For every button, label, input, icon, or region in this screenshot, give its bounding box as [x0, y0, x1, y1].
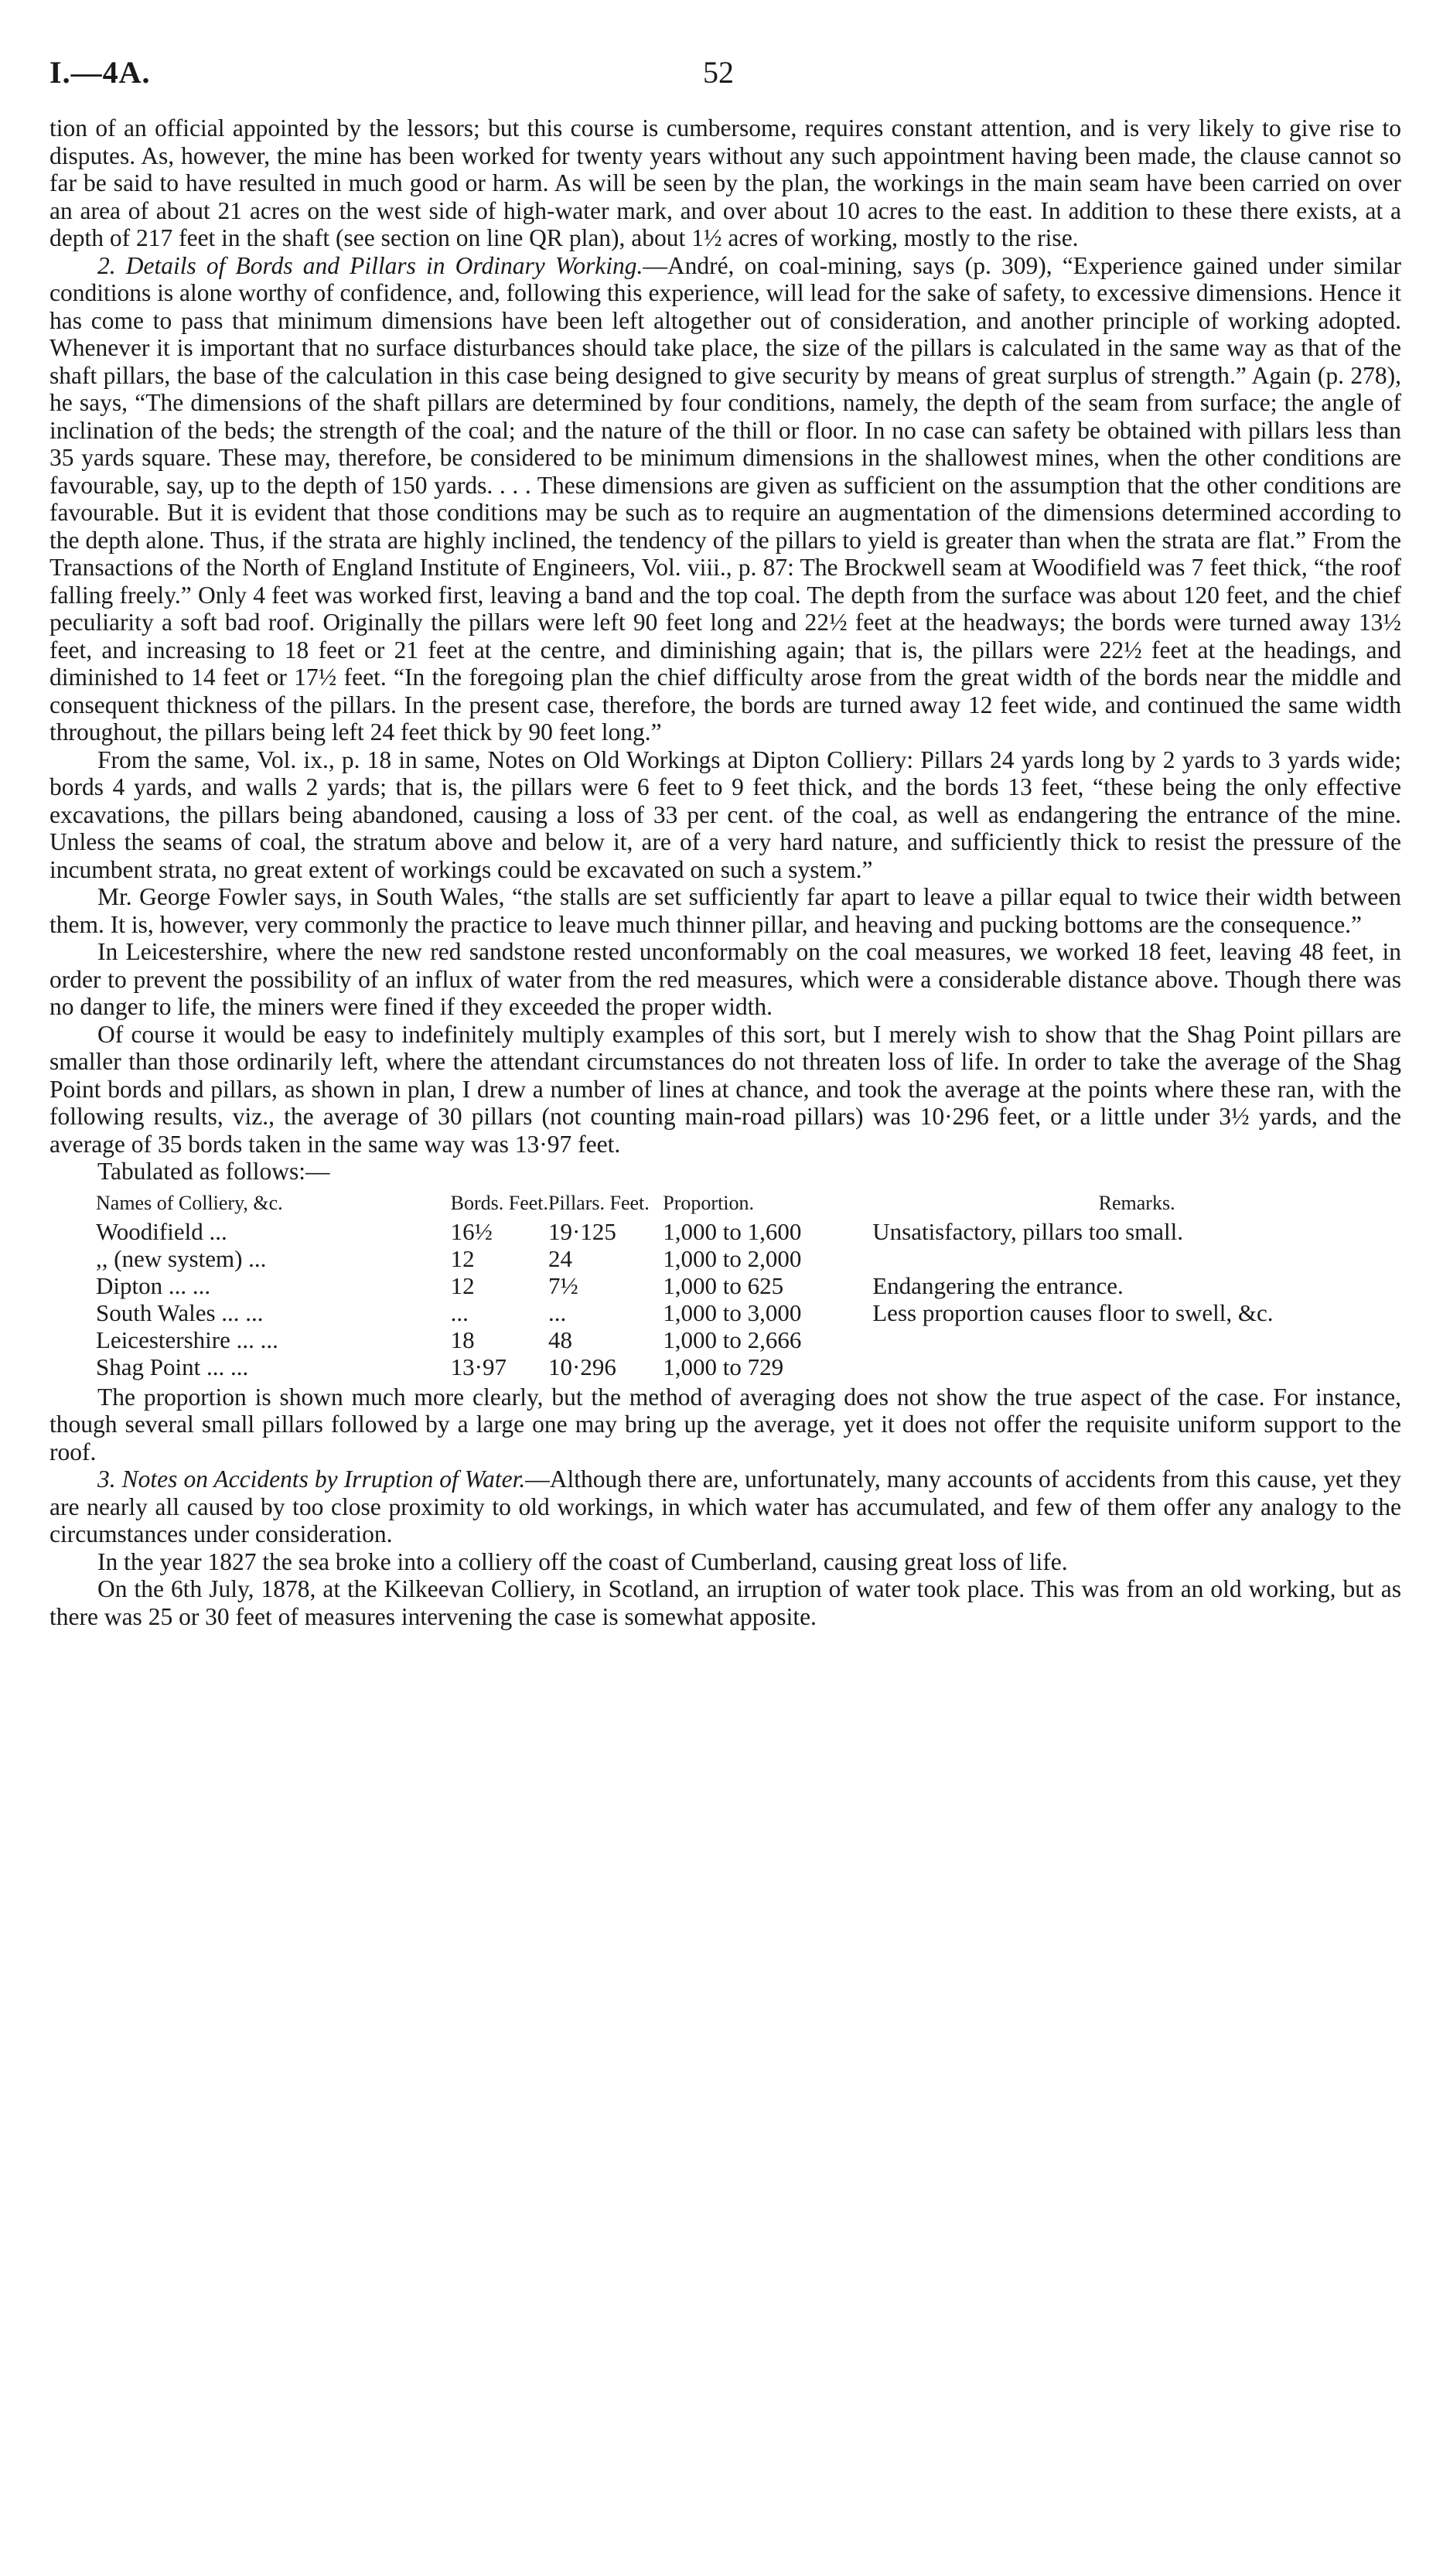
paragraph-2-text: —André, on coal-mining, says (p. 309), “Experience gained under similar conditions is alone worthy of confidence, and, following this experience, will lead for the sake of safety, to excessive dimensions. Hence it has come to pass that minimum dimensions have been left altogether out of consideration, and another principle of working adopted. Whenever it is important that no surface disturbances should take place, the size of the pillars is calculated in the same way as that of the shaft pillars, the base of the calculation in this case being designed to give security by means of great surplus of strength.” Again (p. 278), he says, “The dimensions of the shaft pillars are determined by four conditions, namely, the depth of the seam from surface; the angle of inclination of the beds; the strength of the coal; and the nature of the thill or floor. In no case can safety be obtained with pillars less than 35 yards square. These may, therefore, be considered to be minimum dimensions in the shallowest mines, when the other conditions are favourable, say, up to the depth of 150 yards. . . . These dimensions are given as sufficient on the assumption that the other conditions are favourable. But it is evident that those conditions may be such as to require an augmentation of the dimensions determined according to the depth alone. Thus, if the strata are highly inclined, the tendency of the pillars to yield is greater than when the strata are flat.” From the Transactions of the North of England Institute of Engineers, Vol. viii., p. 87: The Brockwell seam at Woodifield was 7 feet thick, “the roof falling freely.” Only 4 feet was worked first, leaving a band and the top coal. The depth from the surface was about 120 feet, and the chief peculiarity a soft bad roof. Originally the pillars were left 90 feet long and 22½ feet at the headways; the bords were turned away 13½ feet, and increasing to 18 feet or 21 feet at the centre, and diminishing again; that is, the pillars were 22½ feet at the headings, and diminished to 14 feet or 17½ feet. “In the foregoing plan the chief difficulty arose from the great width of the bords near the middle and consequent thickness of the pillars. In the present case, therefore, the bords are turned away 12 feet wide, and continued the same width throughout, the pillars being left 24 feet thick by 90 feet long.” [49, 251, 1401, 746]
table-cell: 1,000 to 2,000 [663, 1244, 802, 1272]
table-cell: 16½ [450, 1217, 493, 1245]
table-row [49, 1326, 1401, 1353]
page-number: 52 [703, 55, 734, 90]
table-cell: Endangering the entrance. [872, 1271, 1124, 1299]
paragraph-11: On the 6th July, 1878, at the Kilkeevan Colliery, in Scotland, an irruption of water took place. This was from an old working, but as there was 25 or 30 feet of measures intervening the case is somewhat apposite. [49, 1575, 1401, 1630]
document-page [49, 54, 1401, 1630]
table-cell: 19·125 [548, 1217, 616, 1245]
table-cell: ,, (new system) ... [96, 1244, 267, 1272]
table-header: Bords. Feet. [450, 1191, 549, 1214]
table-cell: Less proportion causes floor to swell, &c. [872, 1298, 1274, 1326]
table-header: Proportion. [663, 1191, 755, 1214]
page-header [49, 54, 1401, 108]
table-cell: Leicestershire ... ... [96, 1326, 278, 1353]
table-cell: Dipton ... ... [96, 1271, 211, 1299]
table-cell [872, 1353, 1401, 1380]
table-cell: 24 [548, 1244, 573, 1272]
table-cell: 18 [450, 1326, 475, 1353]
table-header: Names of Colliery, &c. [96, 1191, 283, 1214]
table-cell: 1,000 to 1,600 [663, 1217, 802, 1245]
table-row [49, 1299, 1401, 1326]
table-cell: 1,000 to 2,666 [663, 1326, 802, 1353]
table-cell: 1,000 to 3,000 [663, 1298, 802, 1326]
paragraph-1: tion of an official appointed by the lessors; but this course is cumbersome, requires constant attention, and is very likely to give rise to disputes. As, however, the mine has been worked for twenty years without any such appointment having been made, the clause cannot so far be said to have resulted in much good or harm. As will be seen by the plan, the workings in the main seam have been carried on over an area of about 21 acres on the west side of high-water mark, and over about 10 acres to the east. In addition to these there exists, at a depth of 217 feet in the shaft (see section on line QR plan), about 1½ acres of working, mostly to the rise. [49, 114, 1401, 251]
table-cell: Unsatisfactory, pillars too small. [872, 1217, 1184, 1245]
table-cell: ... [450, 1298, 469, 1326]
table-row [49, 1245, 1401, 1272]
paragraph-8: The proportion is shown much more clearly, but the method of averaging does not show the true aspect of the case. For instance, though several small pillars followed by a large one may bring up the average, yet it does not offer the requisite uniform support to the roof. [49, 1383, 1401, 1465]
paragraph-10: In the year 1827 the sea broke into a colliery off the coast of Cumberland, causing great loss of life. [97, 1547, 1068, 1575]
table-cell: 12 [450, 1271, 475, 1299]
table-cell: South Wales ... ... [96, 1298, 264, 1326]
colliery-table [49, 1193, 1401, 1380]
table-cell: 48 [548, 1326, 573, 1353]
section-reference: I.—4A. [49, 55, 151, 90]
table-row [49, 1218, 1401, 1245]
table-cell: 7½ [548, 1271, 578, 1299]
paragraph-9 [49, 1465, 1401, 1548]
body-text [49, 114, 1401, 1630]
table-cell: ... [548, 1298, 567, 1326]
table-header: Pillars. Feet. [548, 1191, 650, 1214]
table-cell: 13·97 [450, 1353, 507, 1380]
paragraph-2 [49, 252, 1401, 746]
paragraph-4: Mr. George Fowler says, in South Wales, “the stalls are set sufficiently far apart to leave a pillar equal to twice their width between them. It is, however, very commonly the practice to leave much thinner pillar, and heaving and pucking bottoms are the consequence.” [49, 883, 1401, 938]
paragraph-7: Tabulated as follows:— [97, 1158, 330, 1185]
paragraph-6: Of course it would be easy to indefinitely multiply examples of this sort, but I merely wish to show that the Shag Point pillars are smaller than those ordinarily left, where the attendant circumstances do not threaten loss of life. In order to take the average of the Shag Point bords and pillars, as shown in plan, I drew a number of lines at chance, and took the average at the points where these ran, with the following results, viz., the average of 30 pillars (not counting main-road pillars) was 10·296 feet, or a little under 3½ yards, and the average of 35 bords taken in the same way was 13·97 feet. [49, 1020, 1401, 1158]
table-cell: 10·296 [548, 1353, 616, 1380]
section-heading-2: 2. Details of Bords and Pillars in Ordinary Working. [97, 251, 643, 279]
paragraph-3: From the same, Vol. ix., p. 18 in same, Notes on Old Workings at Dipton Colliery: Pillars 24 yards long by 2 yards to 3 yards wide; bords 4 yards, and walls 2 yards; that is, the pillars were 6 feet to 9 feet thick, and the bords 13 feet, “these being the only effective excavations, the pillars being abandoned, causing a loss of 33 per cent. of the coal, as well as endangering the entrance of the mine. Unless the seams of coal, the stratum above and below it, are of a very hard nature, and sufficiently thick to resist the pressure of the incumbent strata, no great extent of workings could be excavated on such a system.” [49, 746, 1401, 883]
table-cell [872, 1326, 1401, 1353]
table-row [49, 1353, 1401, 1380]
paragraph-5: In Leicestershire, where the new red sandstone rested unconformably on the coal measures, we worked 18 feet, leaving 48 feet, in order to prevent the possibility of an influx of water from the red measures, which were a considerable distance above. Though there was no danger to life, the miners were fined if they exceeded the proper width. [49, 938, 1401, 1020]
table-cell: 1,000 to 625 [663, 1271, 784, 1299]
table-header: Remarks. [1098, 1191, 1175, 1214]
table-cell: 12 [450, 1244, 475, 1272]
table-cell: 1,000 to 729 [663, 1353, 784, 1380]
paragraph-9-text: —Although there are, unfortunately, many accounts of accidents from this cause, yet they are nearly all caused by too close proximity to old workings, in which water has accumulated, and few of them offer any analogy to the circumstances under consideration. [49, 1465, 1401, 1547]
section-heading-3: 3. Notes on Accidents by Irruption of Water. [97, 1465, 526, 1493]
table-cell: Shag Point ... ... [96, 1353, 249, 1380]
table-row [49, 1272, 1401, 1299]
table-cell: Woodifield ... [96, 1217, 227, 1245]
table-cell [872, 1245, 1401, 1272]
table-header-row [49, 1193, 1401, 1218]
